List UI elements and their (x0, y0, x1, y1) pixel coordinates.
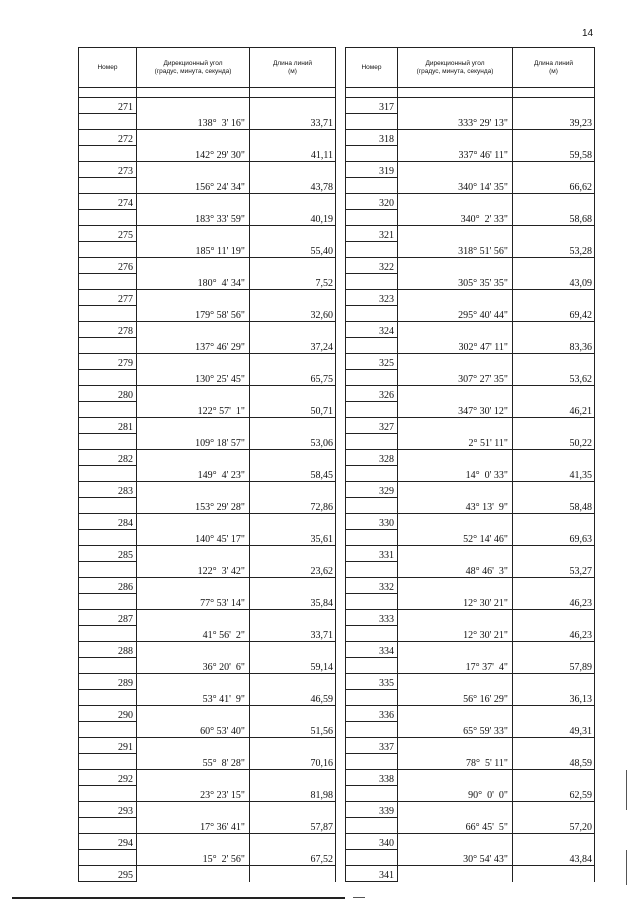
scan-edge-mark (626, 850, 627, 885)
point-number-empty (346, 594, 398, 610)
empty-cell (398, 866, 513, 882)
line-length: 41,35 (513, 450, 595, 482)
table-row (79, 162, 336, 178)
table-row (79, 610, 336, 626)
spacer-cell (137, 88, 250, 98)
point-number-empty (346, 562, 398, 578)
direction-angle: 153° 29' 28" (137, 482, 250, 514)
point-number-empty (79, 754, 137, 770)
direction-angle: 180° 4' 34" (137, 258, 250, 290)
table-row (79, 290, 336, 306)
direction-angle: 140° 45' 17" (137, 514, 250, 546)
direction-angle: 77° 53' 14" (137, 578, 250, 610)
point-number-empty (346, 722, 398, 738)
header-angle: Дирекционный угол (градус, минута, секунда) (398, 48, 513, 88)
table-row (346, 322, 595, 338)
direction-angle: 340° 2' 33" (398, 194, 513, 226)
point-number: 291 (79, 738, 137, 754)
point-number: 328 (346, 450, 398, 466)
point-number: 338 (346, 770, 398, 786)
point-number-empty (346, 530, 398, 546)
table-row (79, 834, 336, 850)
line-length: 53,06 (250, 418, 336, 450)
point-number-empty (79, 114, 137, 130)
point-number-empty (346, 114, 398, 130)
direction-angle: 41° 56' 2" (137, 610, 250, 642)
table-row (346, 130, 595, 146)
point-number-empty (79, 818, 137, 834)
table-body-left (79, 88, 336, 882)
line-length: 35,61 (250, 514, 336, 546)
line-length: 58,45 (250, 450, 336, 482)
table-row (79, 354, 336, 370)
table-row (79, 514, 336, 530)
table-row (79, 418, 336, 434)
point-number-empty (346, 434, 398, 450)
point-number: 340 (346, 834, 398, 850)
header-angle: Дирекционный угол (градус, минута, секунда) (137, 48, 250, 88)
header-length: Длина линий (м) (513, 48, 595, 88)
direction-angle: 36° 20' 6" (137, 642, 250, 674)
line-length: 36,13 (513, 674, 595, 706)
spacer-cell (79, 88, 137, 98)
point-number-empty (346, 370, 398, 386)
point-number: 287 (79, 610, 137, 626)
point-number-empty (79, 498, 137, 514)
point-number-empty (346, 306, 398, 322)
direction-angle: 56° 16' 29" (398, 674, 513, 706)
header-number: Номер (79, 48, 137, 88)
spacer-cell (398, 88, 513, 98)
table-row (346, 578, 595, 594)
line-length: 59,14 (250, 642, 336, 674)
point-number-empty (79, 306, 137, 322)
point-number: 320 (346, 194, 398, 210)
line-length: 49,31 (513, 706, 595, 738)
point-number: 275 (79, 226, 137, 242)
point-number-empty (346, 498, 398, 514)
point-number: 323 (346, 290, 398, 306)
table-row (346, 546, 595, 562)
empty-cell (137, 866, 250, 882)
line-length: 23,62 (250, 546, 336, 578)
line-length: 57,20 (513, 802, 595, 834)
point-number: 277 (79, 290, 137, 306)
point-number: 332 (346, 578, 398, 594)
table-row (346, 738, 595, 754)
table-row (79, 482, 336, 498)
point-number-empty (346, 178, 398, 194)
table-row (79, 546, 336, 562)
direction-angle: 65° 59' 33" (398, 706, 513, 738)
direction-angle: 122° 57' 1" (137, 386, 250, 418)
point-number: 290 (79, 706, 137, 722)
line-length: 53,28 (513, 226, 595, 258)
point-number-empty (79, 178, 137, 194)
line-length: 53,27 (513, 546, 595, 578)
point-number-empty (79, 146, 137, 162)
point-number: 289 (79, 674, 137, 690)
point-number: 325 (346, 354, 398, 370)
direction-angle: 138° 3' 16" (137, 98, 250, 130)
direction-angle: 137° 46' 29" (137, 322, 250, 354)
point-number: 271 (79, 98, 137, 114)
table-row (79, 98, 336, 114)
line-length: 41,11 (250, 130, 336, 162)
point-number: 279 (79, 354, 137, 370)
direction-angle: 66° 45' 5" (398, 802, 513, 834)
point-number: 341 (346, 866, 398, 882)
point-number: 288 (79, 642, 137, 658)
table-row (79, 642, 336, 658)
line-length: 43,84 (513, 834, 595, 866)
direction-angle: 30° 54' 43" (398, 834, 513, 866)
table-row (346, 642, 595, 658)
direction-angle: 318° 51' 56" (398, 226, 513, 258)
direction-angle: 2° 51' 11" (398, 418, 513, 450)
direction-angle: 60° 53' 40" (137, 706, 250, 738)
point-number: 281 (79, 418, 137, 434)
table-row (346, 514, 595, 530)
line-length: 67,52 (250, 834, 336, 866)
point-number-empty (346, 402, 398, 418)
direction-angle: 130° 25' 45" (137, 354, 250, 386)
point-number-empty (79, 530, 137, 546)
line-length: 53,62 (513, 354, 595, 386)
point-number: 294 (79, 834, 137, 850)
line-length: 83,36 (513, 322, 595, 354)
line-length: 57,87 (250, 802, 336, 834)
point-number-empty (79, 658, 137, 674)
table-row (79, 578, 336, 594)
spacer-cell (346, 88, 398, 98)
point-number: 327 (346, 418, 398, 434)
point-number: 293 (79, 802, 137, 818)
line-length: 62,59 (513, 770, 595, 802)
point-number: 326 (346, 386, 398, 402)
point-number-empty (346, 242, 398, 258)
table-row (79, 258, 336, 274)
point-number-empty (79, 594, 137, 610)
table-row (79, 802, 336, 818)
point-number-empty (79, 338, 137, 354)
table-row (346, 706, 595, 722)
point-number: 334 (346, 642, 398, 658)
table-row (346, 98, 595, 114)
direction-angle: 179° 58' 56" (137, 290, 250, 322)
direction-angle: 14° 0' 33" (398, 450, 513, 482)
point-number: 330 (346, 514, 398, 530)
line-length: 46,23 (513, 610, 595, 642)
direction-angle: 305° 35' 35" (398, 258, 513, 290)
point-number: 283 (79, 482, 137, 498)
line-length: 35,84 (250, 578, 336, 610)
direction-angle: 347° 30' 12" (398, 386, 513, 418)
line-length: 66,62 (513, 162, 595, 194)
point-number-empty (79, 786, 137, 802)
direction-angle: 142° 29' 30" (137, 130, 250, 162)
point-number-empty (79, 242, 137, 258)
table-row (346, 802, 595, 818)
line-length: 43,09 (513, 258, 595, 290)
table-row (79, 706, 336, 722)
table-row (79, 770, 336, 786)
direction-angle: 78° 5' 11" (398, 738, 513, 770)
point-number-empty (79, 434, 137, 450)
line-length: 72,86 (250, 482, 336, 514)
direction-angle: 12° 30' 21" (398, 578, 513, 610)
direction-angle: 307° 27' 35" (398, 354, 513, 386)
direction-angle: 149° 4' 23" (137, 450, 250, 482)
coordinates-table-right (345, 47, 595, 882)
direction-angle: 55° 8' 28" (137, 738, 250, 770)
direction-angle: 337° 46' 11" (398, 130, 513, 162)
point-number: 335 (346, 674, 398, 690)
point-number-empty (346, 754, 398, 770)
line-length: 7,52 (250, 258, 336, 290)
spacer-cell (250, 88, 336, 98)
point-number-empty (346, 818, 398, 834)
table-row (79, 450, 336, 466)
point-number: 274 (79, 194, 137, 210)
point-number: 318 (346, 130, 398, 146)
point-number: 339 (346, 802, 398, 818)
header-number: Номер (346, 48, 398, 88)
direction-angle: 53° 41' 9" (137, 674, 250, 706)
direction-angle: 23° 23' 15" (137, 770, 250, 802)
point-number-empty (79, 626, 137, 642)
direction-angle: 302° 47' 11" (398, 322, 513, 354)
footer-rule (12, 897, 345, 899)
point-number-empty (79, 274, 137, 290)
line-length: 46,21 (513, 386, 595, 418)
line-length: 46,59 (250, 674, 336, 706)
spacer-cell (513, 88, 595, 98)
direction-angle: 185° 11' 19" (137, 226, 250, 258)
point-number-empty (79, 722, 137, 738)
table-row (79, 130, 336, 146)
line-length: 59,58 (513, 130, 595, 162)
direction-angle: 17° 37' 4" (398, 642, 513, 674)
point-number-empty (79, 402, 137, 418)
table-row (346, 866, 595, 882)
point-number: 333 (346, 610, 398, 626)
point-number: 336 (346, 706, 398, 722)
point-number: 276 (79, 258, 137, 274)
line-length: 65,75 (250, 354, 336, 386)
line-length: 32,60 (250, 290, 336, 322)
point-number-empty (346, 146, 398, 162)
line-length: 33,71 (250, 98, 336, 130)
direction-angle: 43° 13' 9" (398, 482, 513, 514)
table-row (79, 738, 336, 754)
point-number: 329 (346, 482, 398, 498)
point-number: 278 (79, 322, 137, 338)
coordinates-table-left (78, 47, 336, 882)
line-length: 40,19 (250, 194, 336, 226)
header-length: Длина линий (м) (250, 48, 336, 88)
line-length: 50,22 (513, 418, 595, 450)
point-number-empty (79, 210, 137, 226)
line-length: 48,59 (513, 738, 595, 770)
line-length: 57,89 (513, 642, 595, 674)
direction-angle: 17° 36' 41" (137, 802, 250, 834)
table-row (79, 386, 336, 402)
table-row (346, 418, 595, 434)
table-row (346, 194, 595, 210)
table-row (346, 258, 595, 274)
line-length: 37,24 (250, 322, 336, 354)
point-number: 337 (346, 738, 398, 754)
table-row (346, 386, 595, 402)
point-number: 292 (79, 770, 137, 786)
table-row (79, 194, 336, 210)
line-length: 39,23 (513, 98, 595, 130)
line-length: 46,23 (513, 578, 595, 610)
direction-angle: 12° 30' 21" (398, 610, 513, 642)
line-length: 50,71 (250, 386, 336, 418)
table-row (346, 674, 595, 690)
point-number-empty (79, 466, 137, 482)
point-number: 295 (79, 866, 137, 882)
point-number-empty (346, 466, 398, 482)
page-number: 14 (582, 28, 594, 39)
line-length: 55,40 (250, 226, 336, 258)
spacer-row (79, 88, 336, 98)
table-row (346, 354, 595, 370)
line-length: 81,98 (250, 770, 336, 802)
point-number-empty (346, 690, 398, 706)
line-length: 58,48 (513, 482, 595, 514)
direction-angle: 15° 2' 56" (137, 834, 250, 866)
table-row (79, 674, 336, 690)
point-number: 284 (79, 514, 137, 530)
point-number-empty (79, 370, 137, 386)
table-row (346, 834, 595, 850)
table-row (79, 322, 336, 338)
point-number-empty (346, 658, 398, 674)
table-row (346, 770, 595, 786)
point-number-empty (346, 338, 398, 354)
direction-angle: 333° 29' 13" (398, 98, 513, 130)
point-number-empty (346, 786, 398, 802)
point-number-empty (346, 850, 398, 866)
point-number-empty (346, 210, 398, 226)
point-number: 324 (346, 322, 398, 338)
direction-angle: 48° 46' 3" (398, 546, 513, 578)
point-number-empty (346, 626, 398, 642)
table-row (346, 162, 595, 178)
point-number-empty (79, 562, 137, 578)
direction-angle: 156° 24' 34" (137, 162, 250, 194)
point-number-empty (79, 850, 137, 866)
table-row (346, 226, 595, 242)
point-number-empty (79, 690, 137, 706)
point-number: 286 (79, 578, 137, 594)
direction-angle: 90° 0' 0" (398, 770, 513, 802)
point-number: 282 (79, 450, 137, 466)
table-row (346, 450, 595, 466)
table-row (346, 610, 595, 626)
line-length: 43,78 (250, 162, 336, 194)
point-number: 319 (346, 162, 398, 178)
direction-angle: 122° 3' 42" (137, 546, 250, 578)
footer-dash (353, 897, 365, 898)
empty-cell (513, 866, 595, 882)
line-length: 33,71 (250, 610, 336, 642)
table-row (346, 290, 595, 306)
point-number: 280 (79, 386, 137, 402)
point-number: 322 (346, 258, 398, 274)
point-number: 331 (346, 546, 398, 562)
point-number-empty (346, 274, 398, 290)
empty-cell (250, 866, 336, 882)
direction-angle: 109° 18' 57" (137, 418, 250, 450)
direction-angle: 295° 40' 44" (398, 290, 513, 322)
table-row (79, 866, 336, 882)
point-number: 285 (79, 546, 137, 562)
line-length: 70,16 (250, 738, 336, 770)
direction-angle: 340° 14' 35" (398, 162, 513, 194)
spacer-row (346, 88, 595, 98)
point-number: 272 (79, 130, 137, 146)
line-length: 69,63 (513, 514, 595, 546)
direction-angle: 52° 14' 46" (398, 514, 513, 546)
point-number: 273 (79, 162, 137, 178)
point-number: 321 (346, 226, 398, 242)
table-row (79, 226, 336, 242)
line-length: 51,56 (250, 706, 336, 738)
table-row (346, 482, 595, 498)
line-length: 69,42 (513, 290, 595, 322)
point-number: 317 (346, 98, 398, 114)
line-length: 58,68 (513, 194, 595, 226)
direction-angle: 183° 33' 59" (137, 194, 250, 226)
table-body-right (346, 88, 595, 882)
scan-edge-mark (626, 770, 627, 810)
